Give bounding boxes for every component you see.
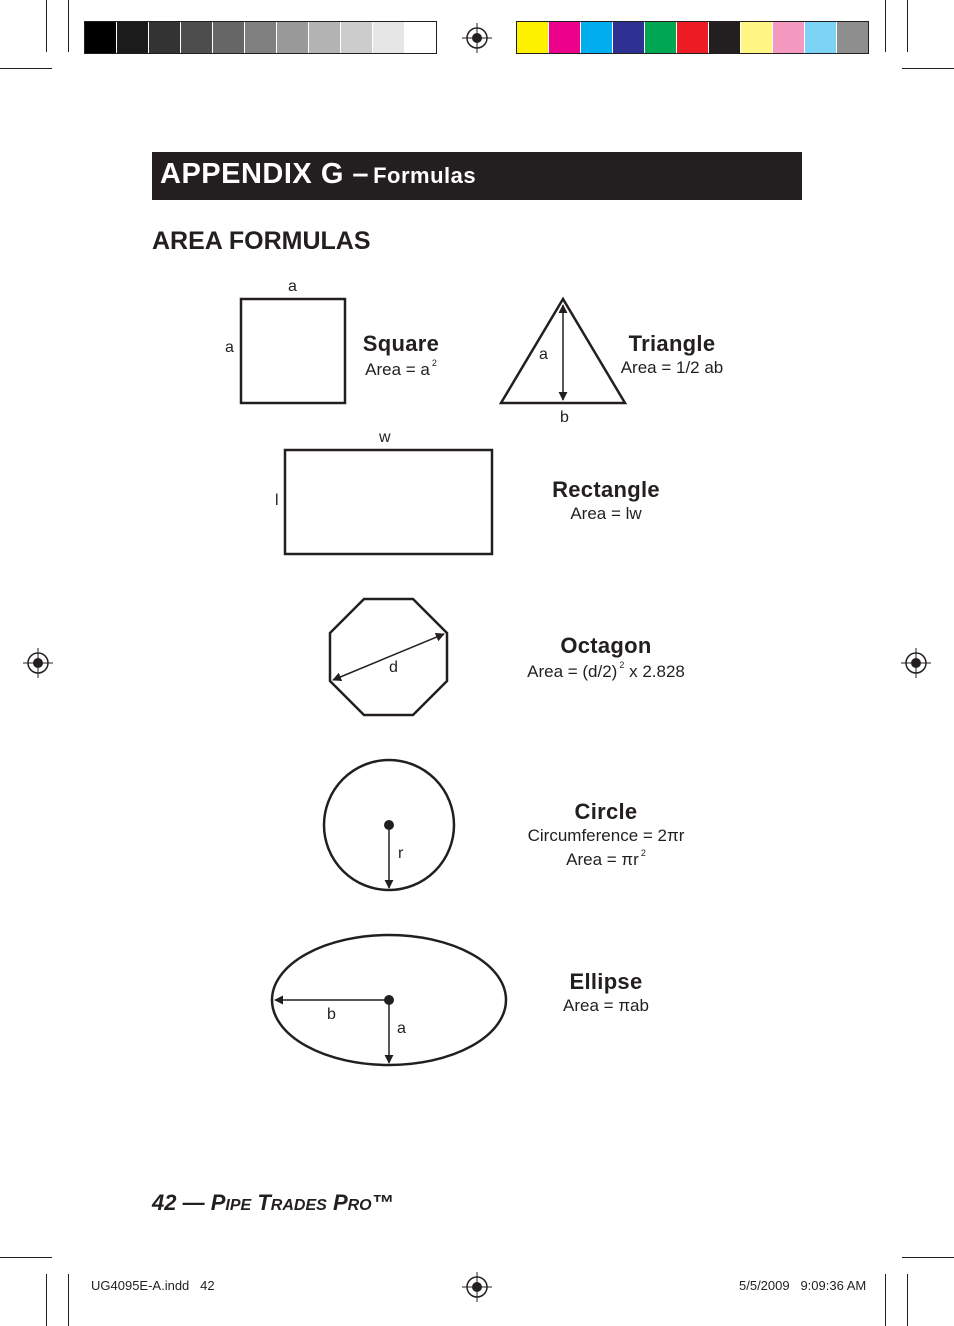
ellipse-name: Ellipse xyxy=(569,969,643,994)
color-swatch xyxy=(773,22,804,53)
circle-circumference-formula: Circumference = 2πr xyxy=(527,826,685,845)
gray-swatch xyxy=(181,22,212,53)
square-side-top-label: a xyxy=(288,278,297,295)
ellipse-a-label: a xyxy=(397,1020,406,1037)
footer-dash: — xyxy=(182,1190,205,1215)
square-formula: Area = a $^2$ xyxy=(365,358,437,379)
rectangle-name: Rectangle xyxy=(552,477,660,502)
gray-swatch xyxy=(117,22,148,53)
section-title: AREA FORMULAS xyxy=(152,227,371,255)
color-swatch xyxy=(613,22,644,53)
color-swatch xyxy=(549,22,580,53)
rectangle-width-label: w xyxy=(379,429,391,446)
octagon-diagonal-label: d xyxy=(389,659,398,676)
color-swatch xyxy=(517,22,548,53)
slug-date-time: 5/5/2009 9:09:36 AM xyxy=(739,1278,867,1293)
circle-area-formula: Area = πr $^2$ xyxy=(566,848,646,869)
ellipse-b-label: b xyxy=(327,1006,336,1023)
color-swatch xyxy=(709,22,740,53)
color-swatch xyxy=(677,22,708,53)
page-footer xyxy=(152,1190,394,1216)
gray-swatch xyxy=(213,22,244,53)
triangle-base-label: b xyxy=(560,409,569,426)
color-swatch xyxy=(741,22,772,53)
gray-swatch xyxy=(341,22,372,53)
product-name: PIPE TRADES PRO™ xyxy=(210,1190,394,1215)
ellipse-formula: Area = πab xyxy=(563,996,649,1015)
color-swatch xyxy=(805,22,836,53)
gray-swatch xyxy=(309,22,340,53)
appendix-subtitle: Formulas xyxy=(373,163,477,188)
rectangle-shape xyxy=(285,450,492,554)
gray-swatch xyxy=(149,22,180,53)
appendix-title: APPENDIX G – xyxy=(160,158,370,190)
slug-file-name: UG4095E-A.indd 42 xyxy=(91,1278,215,1293)
gray-swatch xyxy=(85,22,116,53)
color-swatch xyxy=(645,22,676,53)
circle-radius-label: r xyxy=(398,845,404,862)
square-side-left-label: a xyxy=(225,339,234,356)
color-swatch xyxy=(581,22,612,53)
rectangle-formula: Area = lw xyxy=(570,504,642,523)
gray-swatch xyxy=(405,22,436,53)
triangle-formula: Area = 1/2 ab xyxy=(620,358,724,377)
page-number: 42 xyxy=(152,1190,177,1215)
triangle-height-label: a xyxy=(539,346,548,363)
square-shape xyxy=(241,299,345,403)
gray-swatch xyxy=(277,22,308,53)
square-name: Square xyxy=(362,331,440,356)
color-swatch xyxy=(837,22,868,53)
triangle-name: Triangle xyxy=(628,331,716,356)
circle-name: Circle xyxy=(574,799,638,824)
gray-swatch xyxy=(373,22,404,53)
gray-swatch xyxy=(245,22,276,53)
rectangle-length-label: l xyxy=(275,492,279,509)
octagon-formula: Area = (d/2) $^2$ x 2.828 xyxy=(527,660,685,681)
octagon-name: Octagon xyxy=(560,633,652,658)
